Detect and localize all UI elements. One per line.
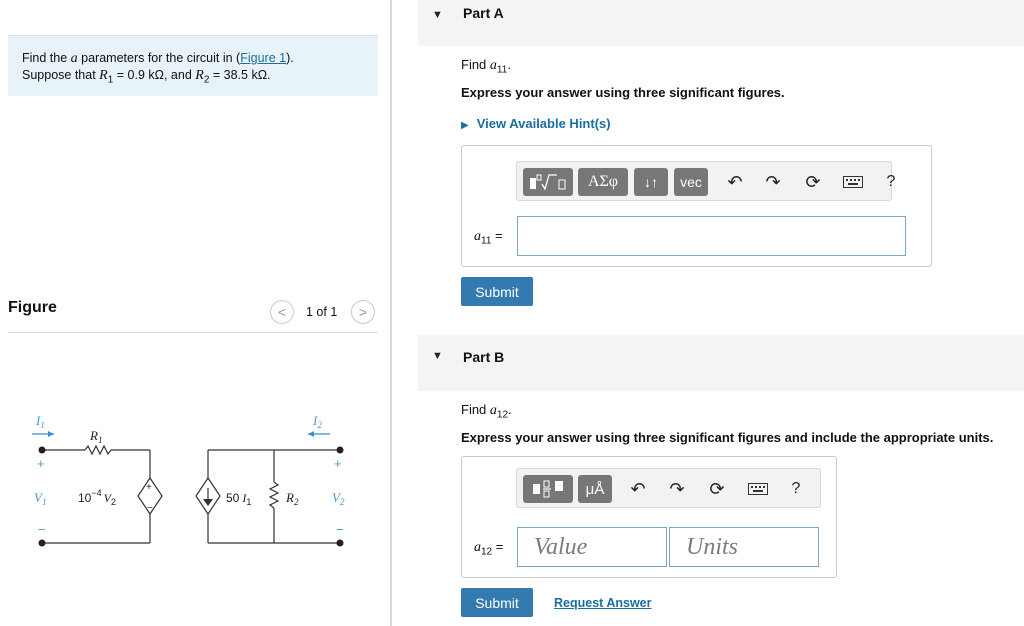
chevron-left-icon: < — [277, 304, 287, 320]
label-i1: $I_1$ — [36, 413, 45, 430]
figure-counter: 1 of 1 — [306, 305, 338, 319]
figure-next-button[interactable] — [351, 300, 375, 324]
undo-icon[interactable]: ↶ — [630, 478, 646, 499]
label-dep-current: 50 $I_1$ — [226, 491, 252, 507]
request-answer-link[interactable]: Request Answer — [554, 596, 652, 610]
part-a-answer-label: $a_{11}$ = — [474, 228, 503, 247]
port1-plus: + — [37, 456, 45, 471]
part-a-question: Find $a_{11}$. — [461, 57, 511, 76]
chevron-right-icon: > — [358, 304, 368, 320]
collapse-triangle-icon: ▼ — [432, 350, 443, 362]
label-r2: $R_2$ — [286, 490, 299, 507]
port1-minus: − — [38, 522, 46, 537]
label-dep-voltage: $10^{-4}$ $V_2$ — [78, 488, 116, 507]
label-r1: $R_1$ — [90, 428, 103, 445]
matrix-sqrt-icon — [527, 172, 569, 192]
circuit-diagram — [20, 410, 360, 560]
port2-minus: − — [336, 522, 344, 537]
fraction-icon — [528, 479, 568, 499]
terminal-dot — [39, 447, 46, 454]
terminal-dot — [337, 447, 344, 454]
problem-line-1: Find the a parameters for the circuit in (Figure 1). — [22, 51, 294, 66]
part-a-math-toolbar — [516, 161, 896, 201]
terminal-dot — [39, 540, 46, 547]
part-b-math-toolbar — [516, 468, 821, 508]
part-a-instruction: Express your answer using three significant figures. — [461, 85, 785, 100]
redo-icon[interactable]: ↷ — [765, 171, 781, 192]
part-b-units-input[interactable] — [669, 527, 819, 567]
matrix-sqrt-button[interactable] — [523, 168, 573, 196]
part-b-instruction: Express your answer using three significant figures and include the appropriate units. — [461, 430, 994, 445]
view-hints-link[interactable]: ▶ View Available Hint(s) — [461, 116, 611, 131]
units-button[interactable]: μÅ — [578, 475, 612, 503]
part-b-submit-button[interactable]: Submit — [461, 588, 533, 617]
part-b-value-input[interactable] — [517, 527, 667, 567]
part-a-title: Part A — [463, 5, 504, 21]
figure-link[interactable]: Figure 1 — [240, 51, 287, 65]
vector-button[interactable]: vec — [674, 168, 708, 196]
port2-plus: + — [334, 456, 342, 471]
part-b-answer-label: $a_{12}$ = — [474, 539, 504, 558]
help-icon[interactable]: ? — [791, 480, 801, 497]
help-icon[interactable]: ? — [886, 173, 896, 190]
redo-icon[interactable]: ↷ — [669, 478, 685, 499]
fraction-template-button[interactable] — [523, 475, 573, 503]
undo-icon[interactable]: ↶ — [727, 171, 743, 192]
greek-symbols-button[interactable]: ΑΣφ — [578, 168, 628, 196]
figure-divider — [8, 332, 378, 333]
label-i2: $I_2$ — [313, 413, 322, 430]
terminal-dot — [337, 540, 344, 547]
part-a-answer-panel — [461, 145, 932, 267]
part-b-question: Find $a_{12}$. — [461, 402, 512, 421]
panel-divider — [390, 0, 392, 626]
collapse-triangle-icon: ▼ — [432, 9, 443, 21]
figure-heading: Figure — [8, 299, 57, 316]
part-a-submit-button[interactable]: Submit — [461, 277, 533, 306]
part-b-answer-panel — [461, 456, 837, 578]
label-v2: $V_2$ — [332, 490, 345, 507]
part-b-header[interactable] — [418, 335, 1024, 391]
reset-icon[interactable]: ⟳ — [709, 478, 725, 499]
label-v1: $V_1$ — [34, 490, 47, 507]
current-arrow-right-icon — [48, 431, 54, 437]
dep-source-minus: − — [147, 503, 153, 514]
expand-triangle-icon: ▶ — [461, 120, 469, 131]
part-b-title: Part B — [463, 349, 505, 365]
reset-icon[interactable]: ⟳ — [805, 171, 821, 192]
keyboard-icon[interactable] — [746, 477, 770, 501]
figure-prev-button[interactable] — [270, 300, 294, 324]
dep-source-plus: + — [146, 482, 152, 493]
part-a-header[interactable] — [418, 0, 1024, 46]
keyboard-icon[interactable] — [841, 170, 865, 194]
current-source-arrow-icon — [203, 499, 213, 506]
subscript-superscript-button[interactable]: ↓↑ — [634, 168, 668, 196]
problem-statement — [8, 35, 378, 96]
part-a-answer-input[interactable] — [517, 216, 906, 256]
problem-line-2: Suppose that $R_1 = 0.9$ kΩ, and $R_2 = 38.5$ kΩ. — [22, 68, 271, 86]
current-arrow-left-icon — [308, 431, 314, 437]
